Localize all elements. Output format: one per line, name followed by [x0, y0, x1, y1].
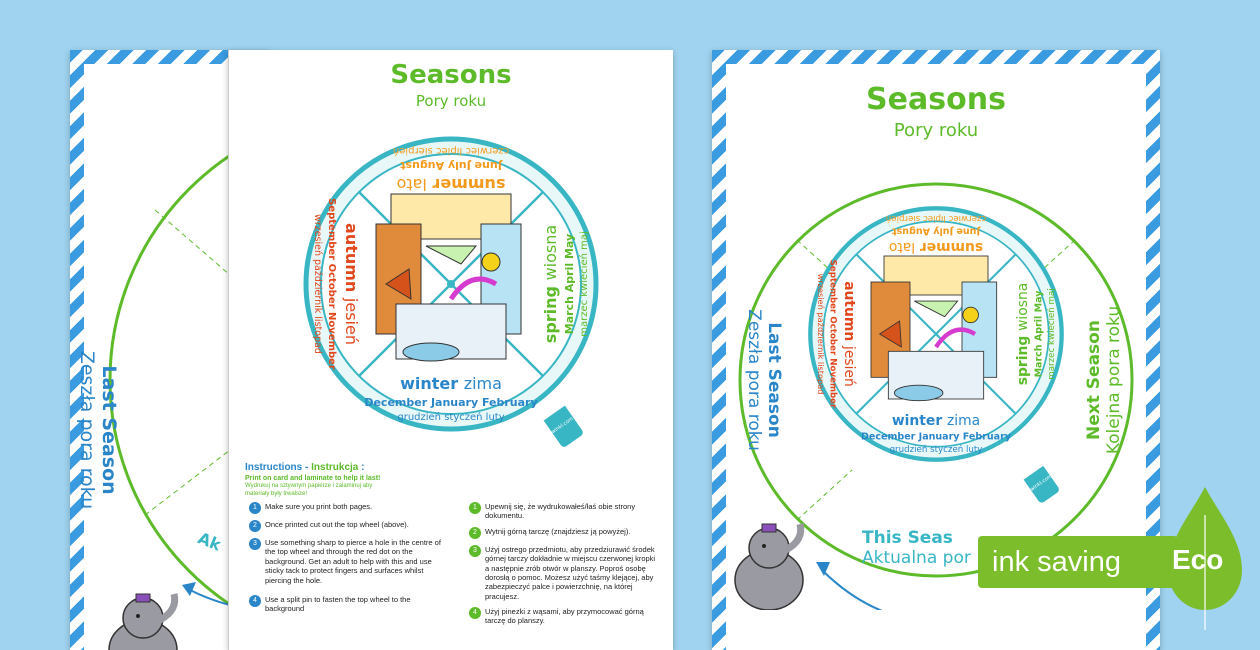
- summer-name: summer lato: [396, 175, 506, 194]
- eco-label: Eco: [1172, 544, 1224, 575]
- svg-text:wrzesień październik listopad: wrzesień październik listopad: [816, 273, 827, 395]
- middle-sheet: [228, 50, 673, 650]
- summer-months: June July August: [400, 159, 502, 172]
- right-last-season: [744, 290, 784, 470]
- instructions: [245, 462, 665, 498]
- summer-label-group: [393, 145, 509, 194]
- right-arrow-head: [816, 562, 830, 576]
- right-elephant-illustration: [724, 520, 814, 610]
- ink-saving-bar: [978, 536, 1178, 588]
- this-season-label: This Seas: [862, 528, 953, 548]
- step-pl: 4 Użyj pinezki z wąsami, aby przymocować górną tarczę do planszy.: [469, 607, 659, 626]
- step-pl: 1 Upewnij się, że wydrukowałeś/łaś obie strony dokumentu.: [469, 502, 659, 521]
- svg-text:spring wiosna: spring wiosna: [1015, 282, 1031, 386]
- left-dashed-line: [145, 450, 230, 515]
- last-season-pl: Zeszła pora roku: [744, 309, 764, 451]
- next-season-label: Next Season: [1084, 320, 1104, 440]
- autumn-months-pl: wrzesień październik listopad: [312, 214, 323, 354]
- last-season-pl: Zeszła pora roku: [76, 350, 98, 510]
- instructions-pl: [469, 502, 659, 626]
- print-note: Print on card and laminate to help it last!: [245, 474, 381, 482]
- winter-months-pl: grudzień styczeń luty: [397, 412, 505, 423]
- left-current-partial: Ak: [195, 528, 224, 555]
- svg-text:summer lato: summer lato: [888, 239, 984, 255]
- step-pl: 2 Wytnij górną tarczę (znajdziesz ją powyżej).: [469, 527, 659, 539]
- svg-text:grudzień styczeń luty: grudzień styczeń luty: [889, 444, 983, 455]
- autumn-name: autumn jesień: [342, 223, 361, 345]
- elephant-illustration: [98, 590, 188, 650]
- left-last-season: [76, 350, 120, 510]
- eco-badge: [968, 485, 1260, 630]
- summer-months-pl: czerwiec lipiec sierpień: [392, 145, 510, 156]
- print-note-pl: Wydrukuj na sztywnym papierze i zalaminuj aby materiały były trwalsze!: [245, 483, 373, 497]
- flower-icon: [482, 253, 500, 271]
- right-page-subtitle: Pory roku: [893, 120, 979, 141]
- right-next-season: [1084, 290, 1124, 470]
- autumn-label-group: [312, 198, 361, 370]
- svg-text:marzec kwiecień maj: marzec kwiecień maj: [1046, 288, 1057, 380]
- brand-label: twinkl.com: [1027, 473, 1054, 494]
- step-en: 4 Use a split pin to fasten the top wheel to the background: [249, 595, 449, 614]
- autumn-months: September October November: [326, 198, 337, 370]
- svg-text:autumn jesień: autumn jesień: [841, 281, 857, 387]
- brand-label: twinkl.com: [548, 415, 575, 437]
- svg-text:December January February: December January February: [861, 431, 1011, 443]
- instructions-en: [249, 502, 449, 614]
- right-top-wheel: [806, 204, 1066, 464]
- svg-text:March April May: March April May: [1033, 290, 1045, 378]
- next-season-pl: Kolejna pora roku: [1104, 305, 1124, 455]
- right-arrow: [822, 570, 912, 610]
- svg-text:czerwiec lipiec sierpień: czerwiec lipiec sierpień: [885, 213, 987, 224]
- page-title: Seasons: [390, 60, 512, 90]
- instructions-heading: Instructions - Instrukcja :: [245, 462, 365, 473]
- step-pl: 3 Użyj ostrego przedmiotu, aby przedziurawić środek górnej tarczy dokładnie w miejscu czerwonej kropki a następnie zrób otwór w planszy. Poproś osobę dorosłą o pomoc. Możesz użyć taśmy klejącej, aby zabezpieczyć palce i powierzchnię, na której pracujesz.: [469, 545, 659, 601]
- svg-text:June July August: June July August: [892, 225, 980, 237]
- svg-text:winter zima: winter zima: [891, 413, 981, 429]
- svg-text:September October November: September October November: [827, 259, 838, 409]
- right-page-title: Seasons: [866, 82, 1006, 117]
- step-en: 3 Use something sharp to pierce a hole in the centre of the top wheel and through the red dot on the background. Get an adult to help with this and use sticky tack to protect fingers and surfaces whilst piercing the hole.: [249, 538, 449, 585]
- season-wheel: [301, 134, 601, 434]
- pond-icon: [403, 343, 459, 361]
- right-this-season: [862, 528, 971, 568]
- spring-label-group: [541, 225, 590, 343]
- wheel-center-dot: [447, 280, 455, 288]
- step-en: 2 Once printed cut out the top wheel (above).: [249, 520, 449, 532]
- last-season-label: Last Season: [764, 322, 784, 438]
- spring-months-pl: marzec kwiecień maj: [579, 231, 590, 337]
- spring-name: spring wiosna: [541, 224, 560, 344]
- ink-saving-label: ink saving: [992, 546, 1121, 578]
- page-subtitle: Pory roku: [415, 92, 487, 110]
- last-season-label: Last Season: [98, 365, 120, 495]
- this-season-pl: Aktualna por: [862, 548, 971, 568]
- left-dashed-line: [155, 210, 230, 275]
- spring-months: March April May: [563, 233, 576, 335]
- winter-name: winter zima: [400, 374, 502, 393]
- winter-months: December January February: [364, 396, 538, 409]
- step-en: 1 Make sure you print both pages.: [249, 502, 449, 514]
